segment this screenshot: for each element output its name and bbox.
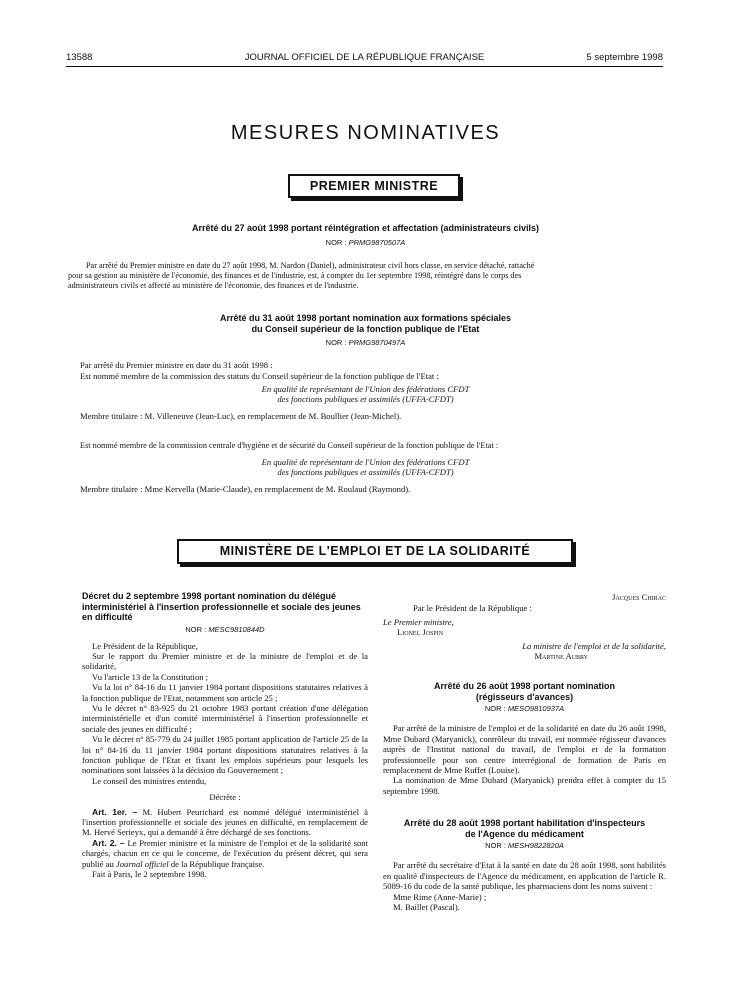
signataire-aubry: Martine Aubry [534, 651, 588, 662]
arrete2-membre: Membre titulaire : M. Villeneuve (Jean-Luc), en remplacement de M. Boullier (Jean-Michel). [80, 411, 402, 421]
arrete3-para: La nomination de Mme Dubard (Maryanick) prendra effet à compter du 15 septembre 1998. [383, 775, 666, 796]
signataire-jospin: Lionel Jospin [397, 627, 444, 638]
main-title: MESURES NOMINATIVES [230, 122, 501, 144]
decrete-label: Décrète : [209, 792, 241, 803]
arrete2-title: Arrêté du 31 août 1998 portant nomination aux formations spéciales du Conseil supérieur de la fonction publique de l'Etat [219, 313, 512, 334]
arrete4-title: Arrêté du 28 août 1998 portant habilitation d'inspecteurs de l'Agence du médicament [403, 818, 646, 839]
arrete1-nor: NOR : PRMG9870507A [325, 238, 406, 247]
journal-name: JOURNAL OFFICIEL DE LA RÉPUBLIQUE FRANÇAISE [244, 52, 485, 63]
decret-para: Le Président de la République, [92, 640, 198, 651]
decret-para: Vu le décret n° 85-779 du 24 juillet 1985 portant application de l'article 25 de la loi n° 84-16 du 11 janvier 1984 portant dispositions statutaires relatives à la fonction publique de l'Etat et fixant les emplois supérieurs pour lesquels les nominations sont laissées à la décision du Gouvernement ; [82, 734, 368, 776]
decret-para: Vu la loi n° 84-16 du 11 janvier 1984 portant dispositions statutaires relatives à la fonction publique de l'Etat, notamment son article 25 ; [82, 682, 368, 703]
page-header [66, 52, 663, 66]
decret-para: Vu l'article 13 de la Constitution ; [92, 671, 209, 682]
arrete2-qualite: En qualité de représentant de l'Union des fédérations CFDT [261, 457, 470, 467]
arrete4-name: Mme Rime (Anne-Marie) ; [393, 891, 487, 902]
arrete4-para: Par arrêté du secrétaire d'Etat à la santé en date du 28 août 1998, sont habilités en qualité d'inspecteurs de l'Agence du médicament, en application de l'article R. 5089-16 du code de la santé publique, les pharmaciens dont les noms suivent : [383, 860, 666, 892]
decret-title: Décret du 2 septembre 1998 portant nomination du délégué interministériel à l'insertion professionnelle et sociale des jeunes en difficulté [82, 591, 361, 622]
decret-para: Le conseil des ministres entendu, [92, 775, 207, 786]
arrete3-para: Par arrêté de la ministre de l'emploi et de la solidarité en date du 26 août 1998, Mme Dubard (Maryanick), contrôleur du travail, est nommée régisseur d'avances auprès de l'Institut national du travail, de l'emploi et de la formation professionnelle pour son centre interrégional de formation de Paris en remplacement de Mme Ruffet (Louise). [383, 723, 666, 776]
arrete1-title: Arrêté du 27 août 1998 portant réintégration et affectation (administrateurs civils) [191, 223, 540, 233]
arrete2-commission: Est nommé membre de la commission centrale d'hygiène et de sécurité du Conseil supérieur de la fonction publique de l'Etat : [80, 441, 499, 450]
arrete2-intro: Par arrêté du Premier ministre en date du 31 août 1998 : [80, 360, 273, 370]
arrete2-commission: Est nommé membre de la commission des statuts du Conseil supérieur de la fonction publique de l'Etat : [80, 371, 439, 381]
arrete2-qualite: des fonctions publiques et assimilés (UFFA-CFDT) [277, 394, 454, 404]
arrete1-line: administrateurs civils et affecté au ministère de l'économie, des finances et de l'industrie. [68, 281, 359, 290]
issue-date: 5 septembre 1998 [586, 52, 663, 63]
arrete4-nor: NOR : MESH9822820A [485, 841, 564, 851]
article-1: Art. 1er. – M. Hubert Peurichard est nommé délégué interministériel à l'insertion professionnelle et sociale des jeunes en difficulté, en remplacement de M. Hervé Serieyx, qui a demandé à être déchargé de ses fonctions. [82, 806, 368, 838]
decret-para: Vu le décret n° 83-925 du 21 octobre 1983 portant création d'une délégation interministérielle et d'un comité interministériel à l'insertion professionnelle et sociale des jeunes en difficulté ; [82, 702, 368, 734]
decret-para: Sur le rapport du Premier ministre et de la ministre de l'emploi et de la solidarité, [82, 650, 368, 672]
signataire-chirac: Jacques Chirac [612, 592, 666, 602]
par-le-president: Par le Président de la République : [413, 603, 532, 614]
arrete1-line: Par arrêté du Premier ministre en date du 27 août 1998, M. Nardon (Daniel), administrateur civil hors classe, en service détaché, rattaché [86, 261, 535, 270]
arrete1-line: pour sa gestion au ministère de l'économie, des finances et de l'industrie, est, à compter du 1er septembre 1998, réintégré dans le corps des [68, 271, 522, 280]
ministere-heading: MINISTÈRE DE L'EMPLOI ET DE LA SOLIDARITÉ [177, 539, 573, 564]
premier-ministre-heading: PREMIER MINISTRE [288, 174, 460, 198]
arrete2-qualite: En qualité de représentant de l'Union des fédérations CFDT [261, 384, 470, 394]
decret-fait: Fait à Paris, le 2 septembre 1998. [92, 869, 207, 880]
arrete3-nor: NOR : MESO9810937A [484, 704, 565, 714]
signatures-column [383, 592, 666, 912]
ministre-title: La ministre de l'emploi et de la solidarité, [522, 640, 666, 651]
arrete2-membre: Membre titulaire : Mme Kervella (Marie-Claude), en remplacement de M. Roulaud (Raymond). [80, 484, 411, 494]
decret-column [82, 591, 368, 879]
arrete2-nor: NOR : PRMG9870497A [325, 338, 406, 347]
premier-ministre-title: Le Premier ministre, [383, 616, 454, 627]
arrete4-name: M. Baillet (Pascal). [393, 901, 460, 912]
decret-nor: NOR : MESC9810844D [185, 624, 265, 634]
arrete3-title: Arrêté du 26 août 1998 portant nomination (régisseurs d'avances) [433, 681, 616, 702]
header-rule [66, 66, 663, 67]
article-2: Art. 2. – Le Premier ministre et la ministre de l'emploi et de la solidarité sont chargés, chacun en ce qui le concerne, de l'exécution du présent décret, qui sera publié au Journal officiel de la République française. [82, 837, 368, 869]
page-number: 13588 [66, 52, 93, 63]
arrete2-qualite: des fonctions publiques et assimilés (UFFA-CFDT) [277, 467, 454, 477]
